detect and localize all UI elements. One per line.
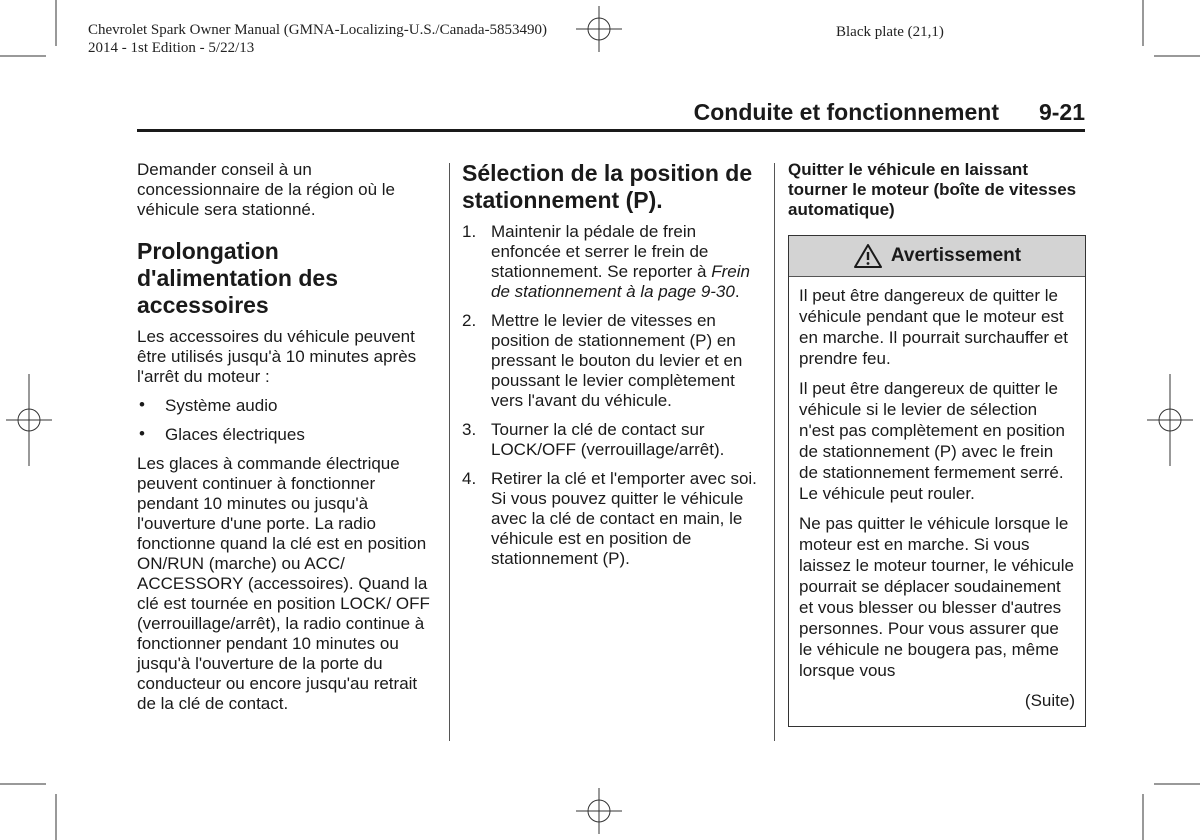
warning-body xyxy=(789,277,1085,726)
bullet-icon: • xyxy=(139,424,145,443)
subheading: Quitter le véhicule en laissant tourner le moteur (boîte de vitesses automatique) xyxy=(788,160,1077,219)
column-middle xyxy=(462,160,762,578)
warning-paragraph: Ne pas quitter le véhicule lorsque le moteur est en marche. Si vous laissez le moteur tourner, le véhicule pourrait se déplacer soudainement et vous blesser ou blesser d'autres personnes. Pour vous assurer que le véhicule ne bougera pas, même lorsque vous xyxy=(799,514,1074,680)
list-item-text: Glaces électriques xyxy=(165,425,305,444)
registration-mark xyxy=(576,788,622,834)
warning-paragraph: Il peut être dangereux de quitter le véhicule si le levier de sélection n'est pas complètement en position de stationnement (P) avec le frein de stationnement fermement serré. Le véhicule peut rouler. xyxy=(799,379,1065,503)
column-right xyxy=(788,160,1088,727)
column-divider xyxy=(449,163,450,741)
warning-header xyxy=(789,236,1085,277)
section-heading: Prolongation d'alimentation des accessoires xyxy=(137,238,339,318)
body-paragraph: Les accessoires du véhicule peuvent être utilisés jusqu'à 10 minutes après l'arrêt du moteur : xyxy=(137,327,417,386)
cross-reference: Frein de stationnement à la page 9-30 xyxy=(491,262,750,301)
step-number: 1. xyxy=(462,222,477,241)
step-number: 3. xyxy=(462,420,477,439)
registration-mark xyxy=(6,374,52,466)
bullet-icon: • xyxy=(139,395,145,414)
plate-info xyxy=(88,21,547,57)
warning-paragraph: Il peut être dangereux de quitter le véhicule pendant que le moteur est en marche. Il pourrait surchauffer et prendre feu. xyxy=(799,286,1068,368)
page-header xyxy=(137,99,1085,132)
step-text: Tourner la clé de contact sur LOCK/OFF (verrouillage/arrêt). xyxy=(491,420,725,459)
plate-manual-line: Chevrolet Spark Owner Manual (GMNA-Localizing-U.S./Canada-5853490) xyxy=(88,22,548,38)
list-item xyxy=(137,396,437,416)
warning-title: Avertissement xyxy=(890,245,1022,266)
step-tail: . xyxy=(734,282,740,301)
section-title: Conduite et fonctionnement xyxy=(693,99,999,125)
intro-paragraph: Demander conseil à un concessionnaire de la région où le véhicule sera stationné. xyxy=(137,160,396,219)
list-item xyxy=(137,425,437,445)
section-heading: Sélection de la position de stationnement (P). xyxy=(462,160,753,213)
warning-box xyxy=(788,235,1086,727)
registration-mark xyxy=(576,6,622,52)
column-divider xyxy=(774,163,775,741)
body-paragraph: Les glaces à commande électrique peuvent continuer à fonctionner pendant 10 minutes ou jusqu'à l'ouverture d'une porte. La radio fonctionne quand la clé est en position ON/RUN (marche) ou ACC/ ACCESSORY (accessoires). Quand la clé est tournée en position LOCK/ OFF (verrouillage/arrêt), la radio continue à fonctionner pendant 10 minutes ou jusqu'à l'ouverture de la porte du conducteur ou encore jusqu'au retrait de la clé de contact. xyxy=(137,454,430,713)
warning-triangle-icon xyxy=(853,243,883,269)
list-item xyxy=(462,311,762,411)
list-item-text: Système audio xyxy=(165,396,278,415)
step-text: Retirer la clé et l'emporter avec soi. Si vous pouvez quitter le véhicule avec la clé de contact en main, le véhicule est en position de stationnement (P). xyxy=(491,469,757,568)
list-item xyxy=(462,420,762,460)
list-item xyxy=(462,469,762,569)
continued-label: (Suite) xyxy=(1024,691,1075,710)
step-text: Mettre le levier de vitesses en position de stationnement (P) en pressant le bouton du levier et en poussant le levier complètement vers l'avant du véhicule. xyxy=(491,311,743,410)
steps-list xyxy=(462,222,762,569)
page-number: 9-21 xyxy=(1038,99,1085,125)
step-number: 4. xyxy=(462,469,477,488)
registration-mark xyxy=(1147,374,1193,466)
step-number: 2. xyxy=(462,311,477,330)
plate-edition-line: 2014 - 1st Edition - 5/22/13 xyxy=(88,40,255,56)
bullet-list xyxy=(137,396,437,445)
list-item xyxy=(462,222,762,302)
plate-label: Black plate (21,1) xyxy=(836,24,944,40)
column-left xyxy=(137,160,437,723)
step-text: Maintenir la pédale de frein enfoncée et serrer le frein de stationnement. Se reporter à xyxy=(491,222,709,281)
